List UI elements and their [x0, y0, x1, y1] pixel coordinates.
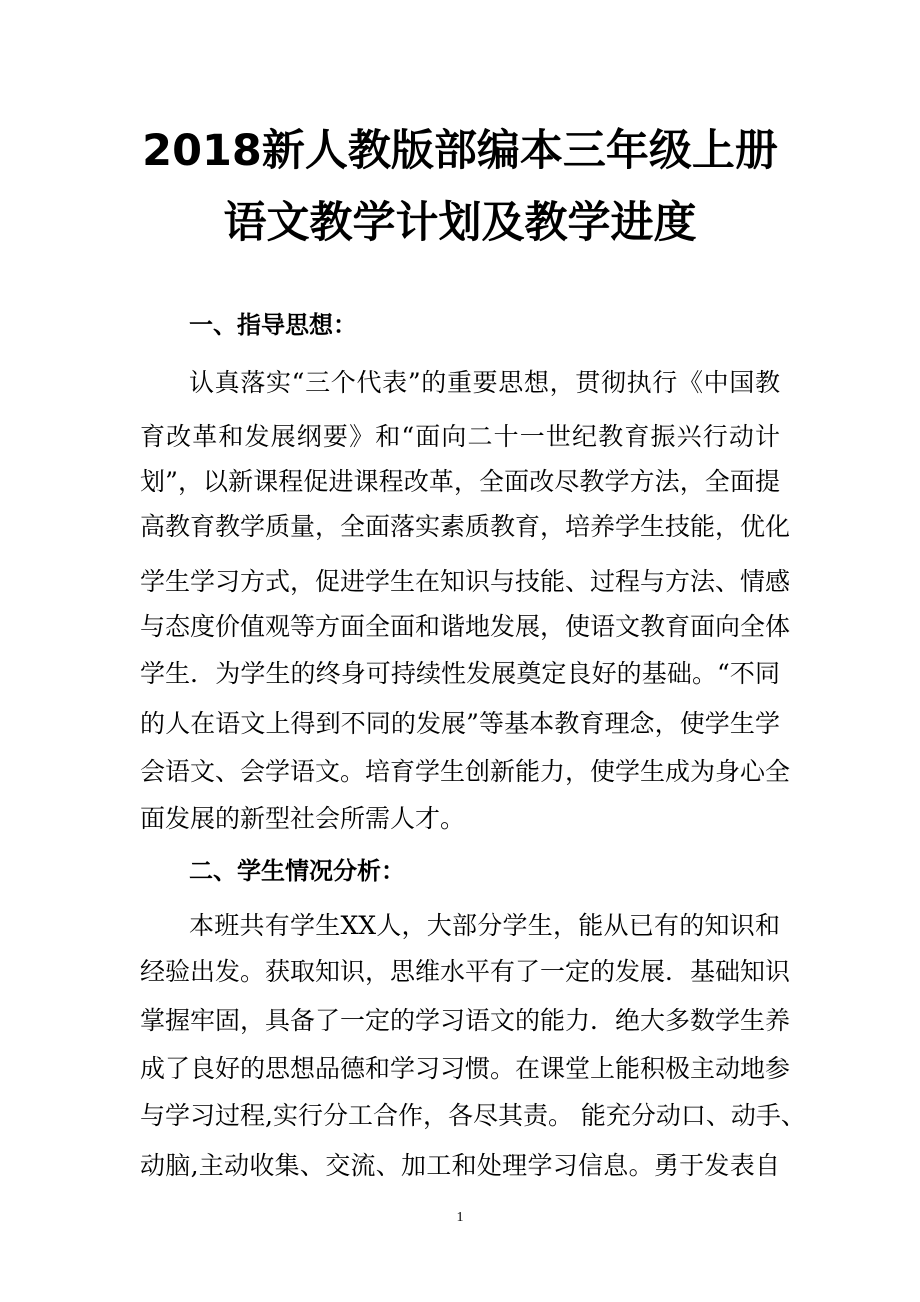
paragraph-line: 掌握牢固，具备了一定的学习语文的能力．绝大多数学生养: [140, 1006, 791, 1035]
paragraph-line: 育改革和发展纲要》和“面向二十一世纪教育振兴行动计: [140, 422, 780, 451]
paragraph-line: 高教育教学质量，全面落实素质教育，培养学生技能，优化: [140, 512, 791, 541]
paragraph-line: 面发展的新型社会所需人才。: [140, 804, 466, 833]
paragraph-line: 认真落实“三个代表”的重要思想，贯彻执行《中国教: [189, 368, 780, 397]
paragraph-line: 动脑,主动收集、交流、加工和处理学习信息。勇于发表自: [140, 1151, 780, 1180]
page-number: 1: [456, 1210, 464, 1225]
paragraph-line: 会语文、会学语文。培育学生创新能力，使学生成为身心全: [140, 757, 791, 786]
section-heading-student-analysis: 二、学生情况分析：: [189, 857, 405, 885]
document-title-line-2: 语文教学计划及教学进度: [223, 198, 697, 248]
paragraph-line: 与学习过程,实行分工合作，各尽其责。 能充分动口、动手、: [140, 1101, 806, 1130]
paragraph-line: 成了良好的思想品德和学习习惯。在课堂上能积极主动地参: [140, 1054, 791, 1083]
paragraph-line: 本班共有学生XX人，大部分学生，能从已有的知识和: [189, 911, 780, 940]
paragraph-line: 学生．为学生的终身可持续性发展奠定良好的基础。“不同: [140, 659, 780, 688]
paragraph-line: 经验出发。获取知识，思维水平有了一定的发展．基础知识: [140, 957, 791, 986]
paragraph-line: 划”，以新课程促进课程改革，全面改尽教学方法，全面提: [140, 467, 780, 496]
paragraph-line: 学生学习方式，促进学生在知识与技能、过程与方法、情感: [140, 567, 791, 596]
paragraph-line: 的人在语文上得到不同的发展”等基本教育理念，使学生学: [140, 709, 780, 738]
document-title-line-1: 2018新人教版部编本三年级上册: [142, 126, 778, 176]
section-heading-guiding-ideology: 一、指导思想：: [189, 311, 357, 339]
paragraph-line: 与态度价值观等方面全面和谐地发展，使语文教育面向全体: [140, 612, 791, 641]
